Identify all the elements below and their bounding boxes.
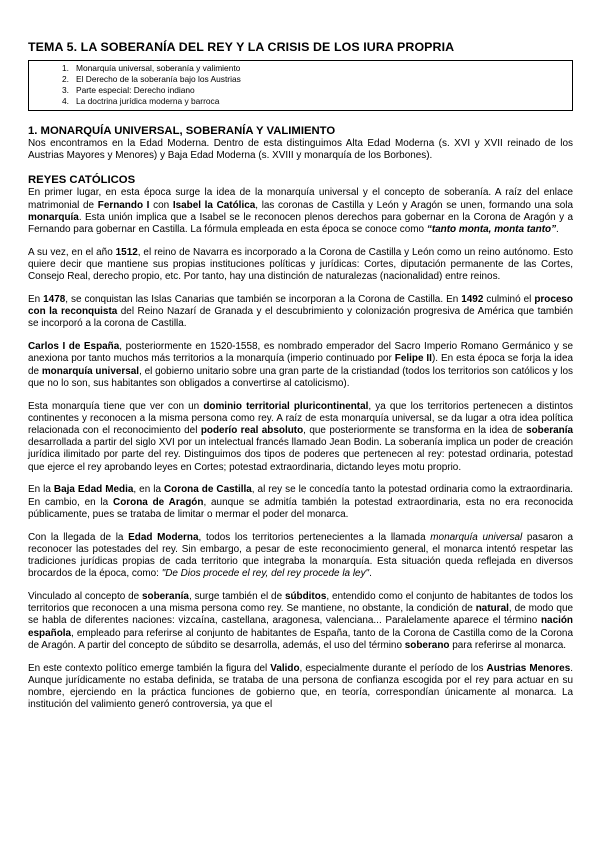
paragraph-1: En primer lugar, en esta época surge la idea de la monarquía universal y el concepto de soberanía. A raíz del enlace matrimonial de Fernando I con Isabel la Católica, las coronas de Castilla y León y Aragón se unen, formando una sola monarquía. Esta unión implica que a Isabel se le reconocen plenos derechos para gobernar en la Corona de Aragón y a Fernando para gobernar en Castilla. La fórmula empleada en esta época se conoce como “tanto monta, monta tanto”. (28, 187, 574, 236)
section-heading: 1. MONARQUÍA UNIVERSAL, SOBERANÍA Y VALIMIENTO (28, 125, 336, 137)
toc-number: 1. (62, 63, 69, 73)
paragraph-5: Esta monarquía tiene que ver con un dominio territorial pluricontinental, ya que los territorios pertenecen a distintos continentes y reconocen a la misma persona como rey. A raíz de esta monarquía universal, se da lugar a otra idea política relacionada con el reconocimiento del poderío real absoluto, que posteriormente se transforma en la idea de soberanía desarrollada a partir del siglo XVI por un intelectual francés llamado Jean Bodin. La soberanía implica un poder de creación jurídica ilimitado por parte del rey. Distinguimos dos tipos de poderes que pertenecen al rey: potestad ordinaria, potestad que ejerce el rey aprobando leyes en Cortes; potestad extraordinaria, dictando leyes motu proprio. (28, 400, 574, 473)
section-intro: Nos encontramos en la Edad Moderna. Dentro de esta distinguimos Alta Edad Moderna (s. XVI y XVII reinado de los Austrias Mayores y Menores) y Baja Edad Moderna (s. XVIII y monarquía de los Borbones). (28, 138, 573, 162)
paragraph-2: A su vez, en el año 1512, el reino de Navarra es incorporado a la Corona de Castilla y León como un reino autónomo. Esto quiere decir que mantiene sus propias instituciones políticas y jurídicas: Cortes, diputación permanente de las Cortes, Consejo Real, derecho propio, etc. Por tanto, hay una distinción de naturalezas (nacionalidad) entre reinos. (28, 246, 573, 283)
table-of-contents (28, 60, 573, 111)
toc-text: Parte especial: Derecho indiano (76, 85, 195, 95)
toc-number: 3. (62, 85, 69, 95)
paragraph-6: En la Baja Edad Media, en la Corona de Castilla, al rey se le concedía tanto la potestad ordinaria como la extraordinaria. En cambio, en la Corona de Aragón, aunque se admitía también la potestad extraordinaria, esta no era reconocida públicamente, pues se trataba de limitar o mermar el poder del monarca. (28, 484, 573, 520)
paragraph-8: Vinculado al concepto de soberanía, surge también el de súbditos, entendido como el conjunto de habitantes de todos los territorios que reconocen a una misma persona como rey. Se mantiene, no obstante, la condición de natural, de modo que se habla de diferentes naciones: vizcaína, castellana, aragonesa, valenciana... Paralelamente aparece el término nación española, empleado para referirse al conjunto de habitantes de España, tanto de la Corona de Castilla como de la Corona de Aragón. A partir del concepto de súbdito se desarrolla, además, el uso del término soberano para referirse al monarca. (28, 591, 573, 651)
document-page (28, 40, 573, 722)
toc-item (51, 96, 572, 107)
paragraph-9: En este contexto político emerge también la figura del Valido, especialmente durante el período de los Austrias Menores. Aunque jurídicamente no estaba definida, se trataba de una persona de confianza escogida por el rey para actuar en su nombre, ejerciendo en la práctica funciones de gobierno que, en teoría, correspondían únicamente al monarca. La institución del valimiento generó controversia, ya que el (28, 662, 573, 711)
toc-text: Monarquía universal, soberanía y valimiento (76, 63, 241, 73)
subsection-heading: REYES CATÓLICOS (28, 174, 136, 187)
toc-text: La doctrina jurídica moderna y barroca (76, 96, 220, 106)
toc-item (51, 74, 572, 85)
toc-text: El Derecho de la soberanía bajo los Austrias (76, 74, 241, 84)
toc-item (51, 85, 572, 96)
paragraph-3: En 1478, se conquistan las Islas Canarias que también se incorporan a la Corona de Castilla. En 1492 culminó el proceso con la reconquista del Reino Nazarí de Granada y el descubrimiento y colonización progresiva de América que también se incorporó a la corona de Castilla. (28, 294, 573, 330)
toc-item (51, 63, 572, 74)
paragraph-4: Carlos I de España, posteriormente en 1520-1558, es nombrado emperador del Sacro Imperio Romano Germánico y se anexiona por tanto muchos más territorios a la monarquía (imperio continuado por Felipe II). En esta época se forja la idea de monarquía universal, el gobierno unitario sobre una gran parte de la cristiandad (todos los territorios son católicos y los que no lo son, sus habitantes son obligados a convertirse al catolicismo). (28, 341, 573, 389)
page-title: TEMA 5. LA SOBERANÍA DEL REY Y LA CRISIS DE LOS IURA PROPRIA (28, 40, 455, 54)
toc-number: 2. (62, 74, 69, 84)
toc-number: 4. (62, 96, 69, 106)
paragraph-7: Con la llegada de la Edad Moderna, todos los territorios pertenecientes a la llamada monarquía universal pasaron a reconocer las potestades del rey. Sin embargo, a pesar de este reconocimiento general, el monarca intentó respetar las tradiciones jurídicas propias de cada territorio que integraba la monarquía. Esta situación queda reflejada en diversos brocardos de la época, como: "De Dios procede el rey, del rey procede la ley". (28, 531, 574, 580)
